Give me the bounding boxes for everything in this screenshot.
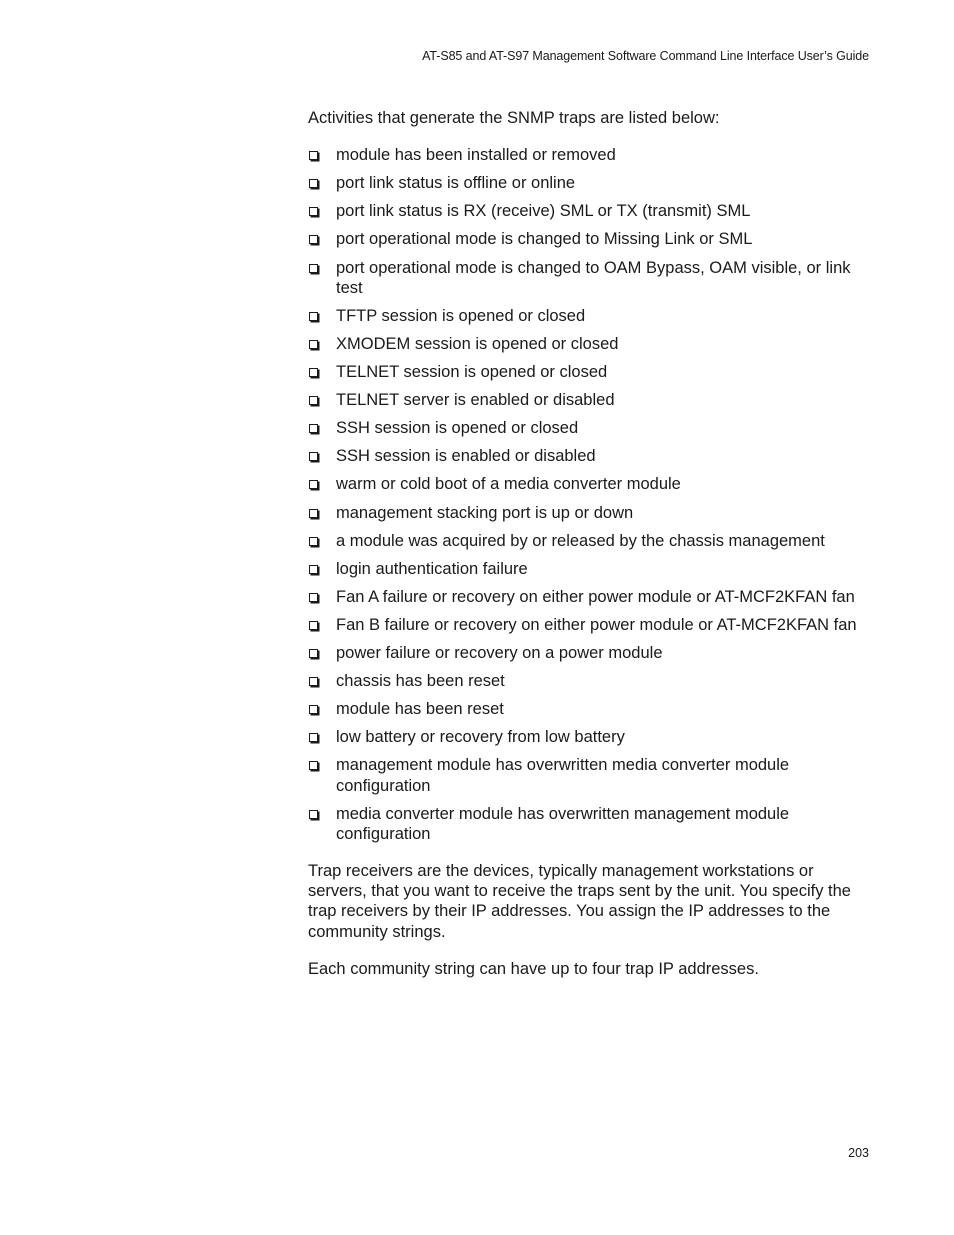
list-item [308,446,870,466]
checkbox-bullet-icon [309,480,318,489]
checkbox-bullet-icon [309,537,318,546]
list-item-text: a module was acquired by or released by the chassis management [336,531,825,550]
list-item [308,173,870,193]
list-item [308,474,870,494]
list-item-text: SSH session is opened or closed [336,419,579,438]
checkbox-bullet-icon [309,396,318,405]
checkbox-bullet-icon [309,312,318,321]
list-item-text: SSH session is enabled or disabled [336,447,596,466]
list-item-text: Fan B failure or recovery on either power module or AT-MCF2KFAN fan [336,615,857,634]
checkbox-bullet-icon [309,593,318,602]
list-item [308,643,870,663]
checkbox-bullet-icon [309,733,318,742]
list-item-text: port operational mode is changed to OAM Bypass, OAM visible, or link test [336,258,851,297]
community-string-paragraph: Each community string can have up to four trap IP addresses. [308,959,759,978]
list-item [308,804,870,844]
list-item-text: port operational mode is changed to Missing Link or SML [336,230,753,249]
checkbox-bullet-icon [309,810,318,819]
list-item-text: login authentication failure [336,559,528,578]
list-item-text: port link status is RX (receive) SML or TX (transmit) SML [336,202,751,221]
list-item [308,699,870,719]
list-item-text: Fan A failure or recovery on either power module or AT-MCF2KFAN fan [336,587,855,606]
list-item-text: management stacking port is up or down [336,503,634,522]
checkbox-bullet-icon [309,761,318,770]
checkbox-bullet-icon [309,264,318,273]
list-item [308,390,870,410]
trap-activities-list [308,145,870,844]
list-item [308,201,870,221]
list-item-text: low battery or recovery from low battery [336,728,625,747]
checkbox-bullet-icon [309,705,318,714]
list-item-text: TELNET server is enabled or disabled [336,391,615,410]
checkbox-bullet-icon [309,424,318,433]
list-item [308,615,870,635]
list-item [308,503,870,523]
list-item-text: power failure or recovery on a power module [336,644,663,662]
list-item [308,306,870,326]
checkbox-bullet-icon [309,207,318,216]
checkbox-bullet-icon [309,452,318,461]
list-item [308,727,870,747]
list-item-text: port link status is offline or online [336,174,576,193]
checkbox-bullet-icon [309,509,318,518]
list-item [308,418,870,438]
list-item [308,531,870,551]
page-number: 203 [848,1146,869,1160]
list-item-text: TFTP session is opened or closed [336,306,586,325]
checkbox-bullet-icon [309,649,318,658]
intro-text: Activities that generate the SNMP traps are listed below: [308,109,720,127]
list-item [308,559,870,579]
list-item [308,362,870,382]
list-item-text: warm or cold boot of a media converter module [336,475,681,494]
list-item [308,671,870,691]
list-item [308,755,870,795]
list-item [308,145,870,165]
list-item [308,258,870,298]
checkbox-bullet-icon [309,340,318,349]
checkbox-bullet-icon [309,368,318,377]
list-item-text: TELNET session is opened or closed [336,363,608,382]
checkbox-bullet-icon [309,677,318,686]
list-item-text: module has been installed or removed [336,146,616,165]
list-item [308,334,870,354]
list-item-text: XMODEM session is opened or closed [336,334,619,353]
checkbox-bullet-icon [309,179,318,188]
list-item-text: module has been reset [336,700,504,719]
trap-receivers-paragraph: Trap receivers are the devices, typically management workstations or servers, that you want to receive the traps sent by the unit. You specify the trap receivers by their IP addresses. You assign the IP addresses to the community strings. [308,862,851,941]
page-content [308,108,870,979]
checkbox-bullet-icon [309,151,318,160]
list-item-text: media converter module has overwritten management module configuration [336,804,790,843]
checkbox-bullet-icon [309,621,318,630]
list-item [308,587,870,607]
checkbox-bullet-icon [309,565,318,574]
checkbox-bullet-icon [309,235,318,244]
list-item [308,229,870,249]
list-item-text: management module has overwritten media converter module configuration [336,756,790,795]
running-header: AT-S85 and AT-S97 Management Software Command Line Interface User’s Guide [422,49,869,63]
list-item-text: chassis has been reset [336,672,505,691]
